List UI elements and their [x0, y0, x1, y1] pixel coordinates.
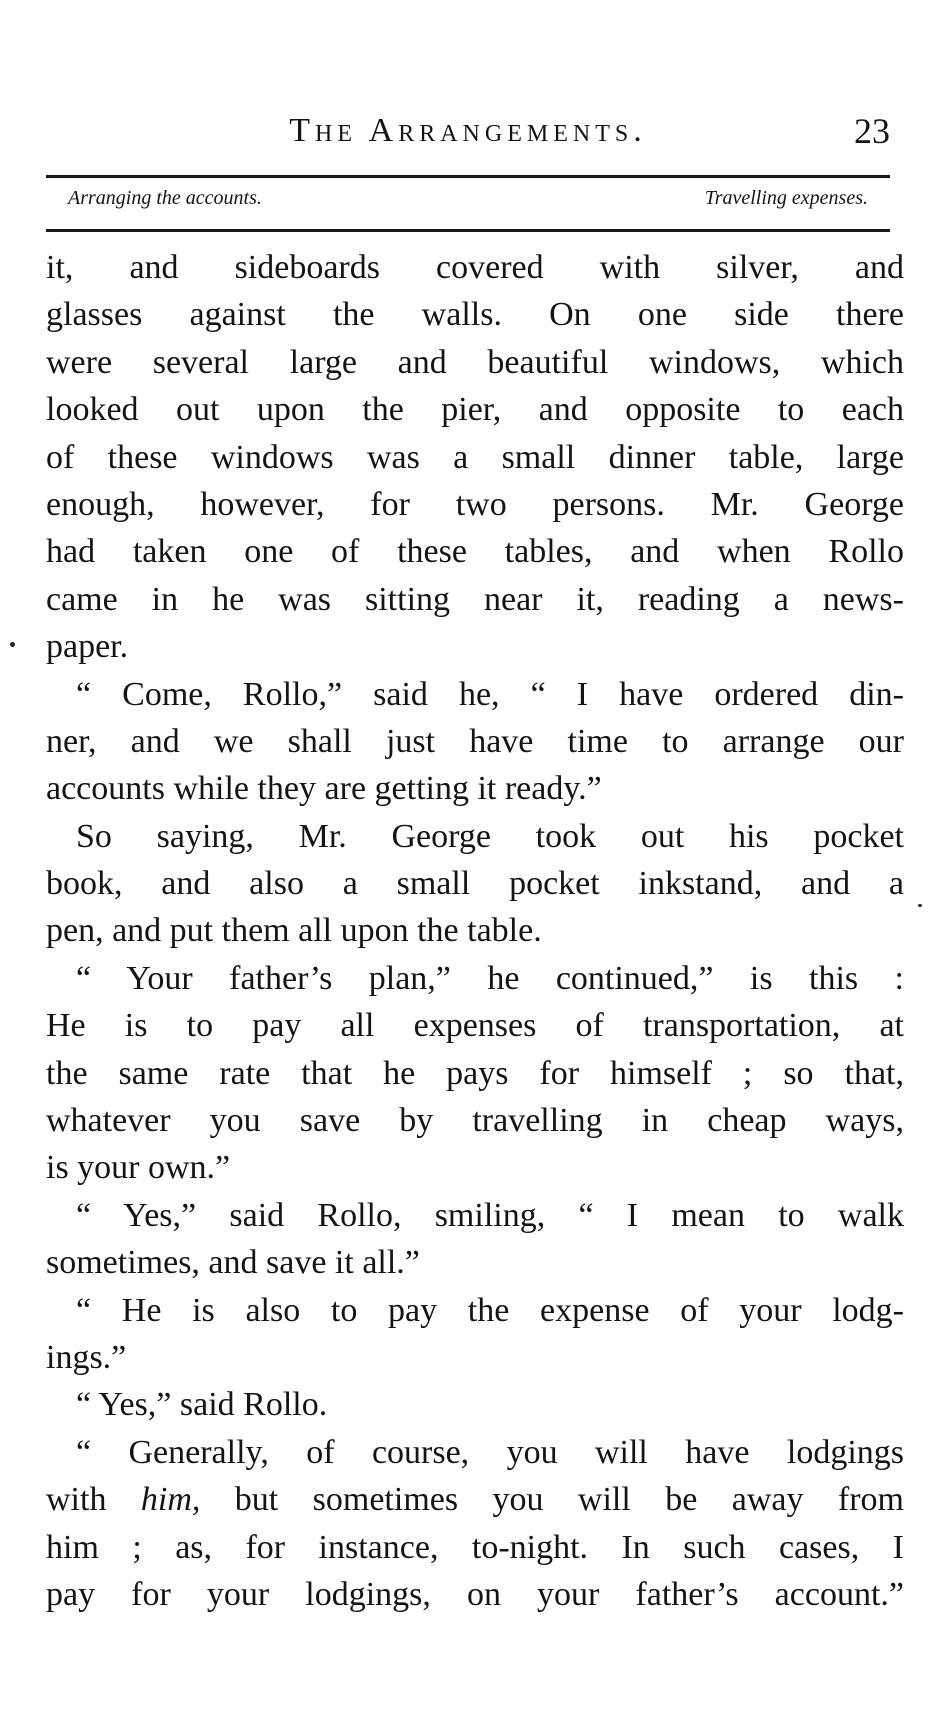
- text-line: the same rate that he pays for himself ; so that,: [46, 1054, 904, 1092]
- text-line: ings.”: [46, 1338, 127, 1376]
- text-line: [46, 1476, 904, 1523]
- text-line: accounts while they are getting it ready.”: [46, 770, 602, 808]
- text-line: ner, and we shall just have time to arrange our: [46, 722, 904, 760]
- text-line: enough, however, for two persons. Mr. George: [46, 485, 904, 523]
- sidenote-right: Travelling expenses.: [704, 187, 868, 209]
- text-line: glasses against the walls. On one side there: [46, 296, 904, 334]
- text-line: looked out upon the pier, and opposite to each: [46, 391, 904, 429]
- running-title: The Arrangements.: [289, 112, 647, 149]
- sidenote-left: Arranging the accounts.: [68, 187, 262, 209]
- text-line: came in he was sitting near it, reading a news-: [46, 580, 904, 618]
- header-rule-top: [46, 175, 890, 178]
- text-line: “ Yes,” said Rollo.: [76, 1386, 328, 1424]
- text-line: paper.: [46, 628, 129, 666]
- body-text: [46, 244, 904, 1618]
- text-line: sometimes, and save it all.”: [46, 1244, 420, 1282]
- text-line: it, and sideboards covered with silver, and: [46, 249, 904, 286]
- text-line: of these windows was a small dinner table, large: [46, 438, 904, 476]
- text-line: were several large and beautiful windows, which: [46, 343, 904, 381]
- text-line: is your own.”: [46, 1149, 231, 1187]
- page-number: 23: [854, 111, 890, 151]
- text-line: pay for your lodgings, on your father’s account.”: [46, 1575, 904, 1613]
- text-line: “ He is also to pay the expense of your lodg-: [76, 1291, 904, 1329]
- sidenote-row: [68, 187, 868, 215]
- text-line: pen, and put them all upon the table.: [46, 912, 542, 950]
- text-segment: with: [46, 1481, 107, 1519]
- running-head: [46, 108, 890, 158]
- text-line: He is to pay all expenses of transportation, at: [46, 1007, 904, 1045]
- text-line: “ Yes,” said Rollo, smiling, “ I mean to walk: [76, 1196, 904, 1234]
- ink-speck: [10, 642, 15, 647]
- ink-speck: [918, 904, 922, 907]
- header-rule-bottom: [46, 229, 890, 232]
- text-segment: but sometimes you will be away from: [234, 1481, 904, 1519]
- text-line: “ Come, Rollo,” said he, “ I have ordered din-: [76, 675, 904, 713]
- text-line: book, and also a small pocket inkstand, and a: [46, 865, 904, 903]
- text-line: “ Generally, of course, you will have lodgings: [76, 1433, 904, 1471]
- text-line: whatever you save by travelling in cheap ways,: [46, 1102, 904, 1140]
- emphasis-him: him,: [140, 1481, 201, 1519]
- text-line: him ; as, for instance, to-night. In such cases, I: [46, 1528, 904, 1566]
- text-line: So saying, Mr. George took out his pocket: [76, 817, 904, 855]
- text-line: “ Your father’s plan,” he continued,” is this :: [76, 959, 904, 997]
- text-line: had taken one of these tables, and when Rollo: [46, 533, 904, 571]
